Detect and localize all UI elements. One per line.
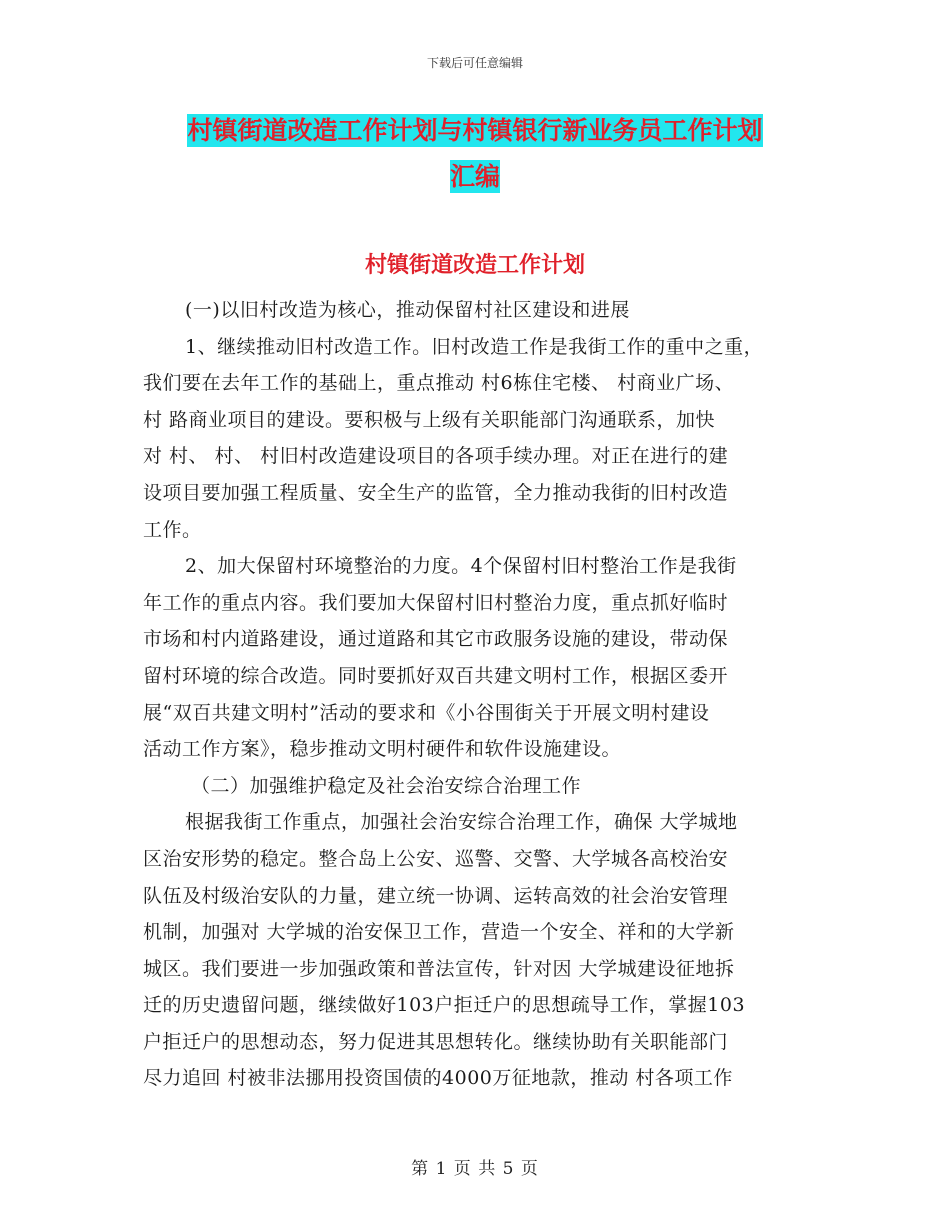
paragraph-line: 设项目要加强工程质量、安全生产的监管，全力推动我街的旧村改造 bbox=[143, 481, 729, 504]
body-text bbox=[143, 292, 833, 1097]
paragraph-line: 展“双百共建文明村”活动的要求和《小谷围街关于开展文明村建设 bbox=[143, 701, 710, 724]
paragraph-line: 年工作的重点内容。我们要加大保留村旧村整治力度，重点抓好临时 bbox=[143, 591, 729, 614]
paragraph-line: 市场和村内道路建设，通过道路和其它市政服务设施的建设，带动保 bbox=[143, 628, 729, 651]
paragraph-line: 迁的历史遗留问题，继续做好103户拒迁户的思想疏导工作，掌握103 bbox=[143, 994, 746, 1017]
paragraph-line: 机制，加强对 大学城的治安保卫工作，营造一个安全、祥和的大学新 bbox=[143, 921, 735, 944]
title-line-2: 汇编 bbox=[449, 162, 500, 191]
paragraph-line: 活动工作方案》，稳步推动文明村硬件和软件设施建设。 bbox=[143, 738, 622, 761]
paragraph-line: 尽力追回 村被非法挪用投资国债的4000万征地款，推动 村各项工作 bbox=[143, 1067, 733, 1090]
page-footer: 第 1 页 共 5 页 bbox=[411, 1159, 539, 1179]
paragraph-line: (一)以旧村改造为核心，推动保留村社区建设和进展 bbox=[185, 299, 630, 321]
paragraph-line: 对 村、 村、 村旧村改造建设项目的各项手续办理。对正在进行的建 bbox=[143, 445, 729, 468]
paragraph-line: 区治安形势的稳定。整合岛上公安、巡警、交警、大学城各高校治安 bbox=[143, 847, 729, 870]
paragraph-line: 户拒迁户的思想动态，努力促进其思想转化。继续协助有关职能部门 bbox=[143, 1030, 729, 1053]
paragraph-line: 留村环境的综合改造。同时要抓好双百共建文明村工作，根据区委开 bbox=[143, 664, 729, 687]
section-title: 村镇街道改造工作计划 bbox=[364, 253, 585, 278]
title-line-1: 村镇街道改造工作计划与村镇银行新业务员工作计划 bbox=[187, 116, 763, 145]
paragraph-line: 根据我街工作重点，加强社会治安综合治理工作，确保 大学城地 bbox=[185, 811, 738, 834]
paragraph-line: 1、继续推动旧村改造工作。旧村改造工作是我街工作的重中之重， bbox=[185, 335, 764, 358]
paragraph-line: 队伍及村级治安队的力量，建立统一协调、运转高效的社会治安管理 bbox=[143, 884, 729, 907]
document-title bbox=[140, 108, 810, 200]
paragraph-line: 2、加大保留村环境整治的力度。4个保留村旧村整治工作是我街 bbox=[185, 555, 737, 578]
paragraph-line: 村 路商业项目的建设。要积极与上级有关职能部门沟通联系，加快 bbox=[143, 408, 716, 431]
paragraph-line: 我们要在去年工作的基础上，重点推动 村6栋住宅楼、 村商业广场、 bbox=[143, 372, 735, 395]
paragraph-line: 城区。我们要进一步加强政策和普法宣传，针对因 大学城建设征地拆 bbox=[143, 957, 735, 980]
header-note: 下载后可任意编辑 bbox=[426, 56, 523, 70]
paragraph-line: 工作。 bbox=[143, 518, 202, 541]
paragraph-line: （二）加强维护稳定及社会治安综合治理工作 bbox=[191, 774, 582, 797]
